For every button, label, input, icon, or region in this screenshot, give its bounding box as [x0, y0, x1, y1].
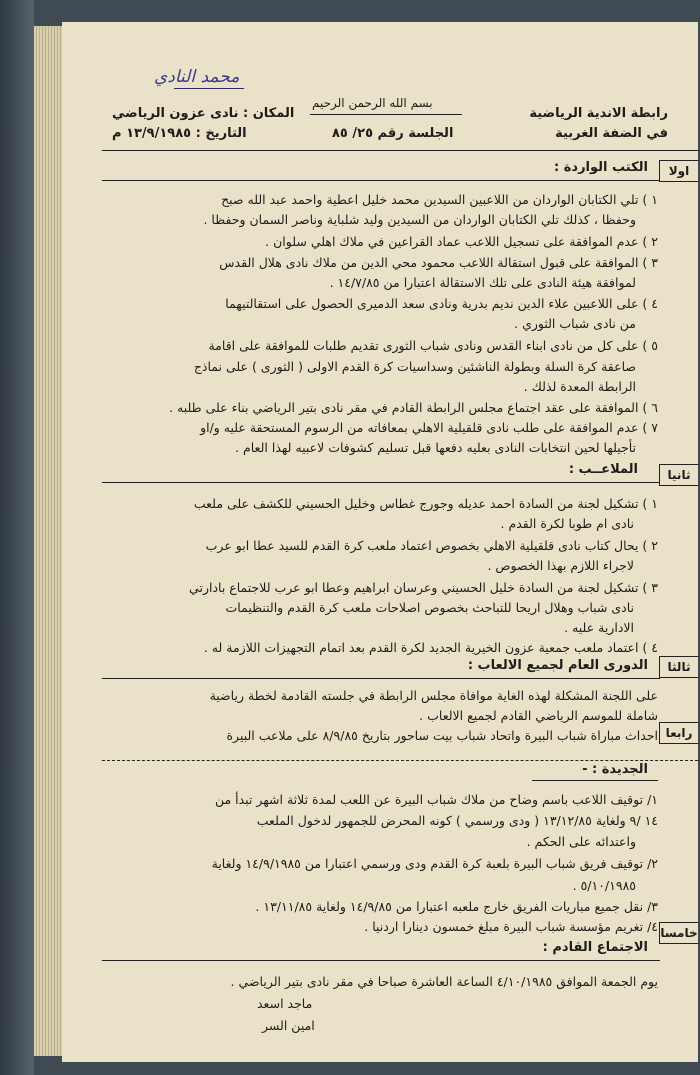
section6-margin-label: خامسا — [659, 922, 698, 944]
s5-line: ٣/ نقل جميع مباريات الفريق خارج ملعبه اعتبارا من ١٤/٩/٨٥ ولغاية ١٣/١١/٨٥ . — [255, 899, 658, 914]
s1-line: ١ ) تلي الكتابان الواردان من اللاعبين السيدين محمد خليل اعطية واحمد عبد الله صبح — [221, 192, 658, 207]
s1-line: من نادى شباب الثوري . — [514, 316, 636, 331]
binder-edge — [0, 0, 34, 1075]
section1-margin-label: اولا — [659, 160, 698, 182]
section6-title: الاجتماع القادم : — [542, 940, 648, 955]
handwritten-underline — [174, 88, 244, 89]
s1-line: ٧ ) عدم الموافقة على طلب نادى قلقيلية الاهلي بمعافاته من الرسوم المستحقة عليه و/او — [200, 420, 658, 435]
section5-title: الجديدة : - — [582, 762, 648, 777]
s2-line: نادى ام طوبا لكرة القدم . — [500, 516, 634, 531]
header-rule — [102, 150, 698, 151]
s5-line: ٤/ تغريم مؤسسة شباب البيرة مبلغ خمسون دينارا اردنيا . — [364, 919, 658, 934]
s3-line: على اللجنة المشكلة لهذه الغاية موافاة مجلس الرابطة في جلسته القادمة لخطة رياضية — [209, 688, 658, 703]
section4-margin-label: رابعا — [659, 722, 698, 744]
s2-line: ٤ ) اعتماد ملعب جمعية عزون الخيرية الجديد لكرة القدم بعد اتمام التجهيزات اللازمة له . — [203, 640, 658, 655]
s1-line: الرابطة المعدة لذلك . — [523, 379, 636, 394]
s1-line: ٦ ) الموافقة على عقد اجتماع مجلس الرابطة القادم في مقر نادى بتير الرياضي بناء على طلبه . — [169, 400, 658, 415]
s5-line: واعتدائه على الحكم . — [526, 834, 636, 849]
s1-line: وحفظا ، كذلك تلي الكتابان الواردان من السيدين وليد شلباية وناصر السمان وحفظا . — [203, 212, 636, 227]
s2-line: الادارية عليه . — [564, 620, 634, 635]
s1-line: ٤ ) على اللاعبين علاء الدين نديم بدرية ونادى سعد الدميرى الحصول على استقالتيهما — [225, 296, 658, 311]
page-stack — [34, 26, 64, 1056]
section1-rule — [102, 180, 660, 181]
s1-line: تأجيلها لحين انتخابات النادى بعليه دفعها قبل تسليم كشوفات لاعبيه لهذا العام . — [235, 440, 636, 455]
section3-margin-label: ثالثا — [659, 656, 698, 678]
s6-line: يوم الجمعة الموافق ٤/١٠/١٩٨٥ الساعة العاشرة صباحا في مقر نادى بتير الرياضي . — [230, 974, 658, 989]
section6-rule — [102, 960, 660, 961]
document-page — [62, 22, 698, 1062]
org-line-1: رابطة الاندية الرياضية — [529, 106, 668, 121]
s1-line: ٥ ) على كل من نادى ابناء القدس ونادى شباب الثورى تقديم طلبات للموافقة على اقامة — [208, 338, 658, 353]
s4-line: احداث مباراة شباب البيرة واتحاد شباب بيت ساحور بتاريخ ٨/٩/٨٥ على ملاعب البيرة — [226, 728, 658, 743]
s1-line: صاعقة كرة السلة وبطولة الناشئين وسداسيات كرة القدم الاولى ( الثورى ) على نماذج — [193, 359, 636, 374]
section5-top-rule — [102, 760, 698, 761]
s5-line: ٢/ توقيف فريق شباب البيرة بلعبة كرة القدم ودى ورسمي اعتبارا من ١٤/٩/١٩٨٥ ولغاية — [211, 856, 658, 871]
bismillah: بسم الله الرحمن الرحيم — [312, 96, 433, 110]
s5-line: ١/ توقيف اللاعب باسم وضاح من ملاك شباب البيرة عن اللعب لمدة ثلاثة اشهر تبدأ من — [214, 792, 658, 807]
s2-line: ٢ ) يحال كتاب نادى قلقيلية الاهلي بخصوص اعتماد ملعب كرة القدم للسيد عطا ابو عرب — [205, 538, 658, 553]
s2-line: لاجراء اللازم بهذا الخصوص . — [487, 558, 634, 573]
s5-line: ٥/١٠/١٩٨٥ . — [572, 878, 636, 893]
s1-line: ٢ ) عدم الموافقة على تسجيل اللاعب عماد القراعين في ملاك اهلي سلوان . — [265, 234, 658, 249]
s2-line: ٣ ) تشكيل لجنة من السادة خليل الحسيني وعرسان ابراهيم وعطا ابو عرب للاجتماع بادارتي — [189, 580, 658, 595]
s3-line: شاملة للموسم الرياضي القادم لجميع الالعاب . — [419, 708, 658, 723]
s1-line: ٣ ) الموافقة على قبول استقالة اللاعب محمود محي الدين من ملاك نادى هلال القدس — [219, 255, 658, 270]
session-number: الجلسة رقم ٢٥/ ٨٥ — [332, 126, 454, 141]
org-line-2: في الضفة الغربية — [555, 126, 668, 141]
handwritten-note: محمد النادي — [154, 67, 240, 87]
section3-title: الدورى العام لجميع الالعاب : — [467, 658, 648, 673]
bismillah-underline — [310, 114, 462, 115]
meeting-date: التاريخ : ١٣/٩/١٩٨٥ م — [112, 126, 247, 141]
signature-name: ماجد اسعد — [257, 996, 313, 1011]
section2-margin-label: ثانيا — [659, 464, 698, 486]
s1-line: لموافقة هيئة النادى على تلك الاستقالة اعتبارا من ١٤/٧/٨٥ . — [329, 275, 636, 290]
meeting-place: المكان : نادى عزون الرياضي — [112, 106, 295, 121]
signature-role: امين السر — [262, 1018, 315, 1033]
section1-title: الكتب الواردة : — [554, 160, 648, 175]
section2-rule — [102, 482, 660, 483]
section5-rule — [532, 780, 658, 781]
s5-line: ١٤ /٩ ولغاية ١٣/١٢/٨٥ ( ودى ورسمي ) كونه المحرض للجمهور لدخول الملعب — [256, 813, 658, 828]
s2-line: نادى شباب وهلال اريحا للتباحث بخصوص اصلاحات ملعب كرة القدم والتنظيمات — [225, 600, 634, 615]
section3-rule — [102, 678, 660, 679]
s2-line: ١ ) تشكيل لجنة من السادة احمد عديله وجورج غطاس وخليل الحسيني للكشف على ملعب — [193, 496, 658, 511]
section2-title: الملاعــب : — [568, 462, 638, 477]
